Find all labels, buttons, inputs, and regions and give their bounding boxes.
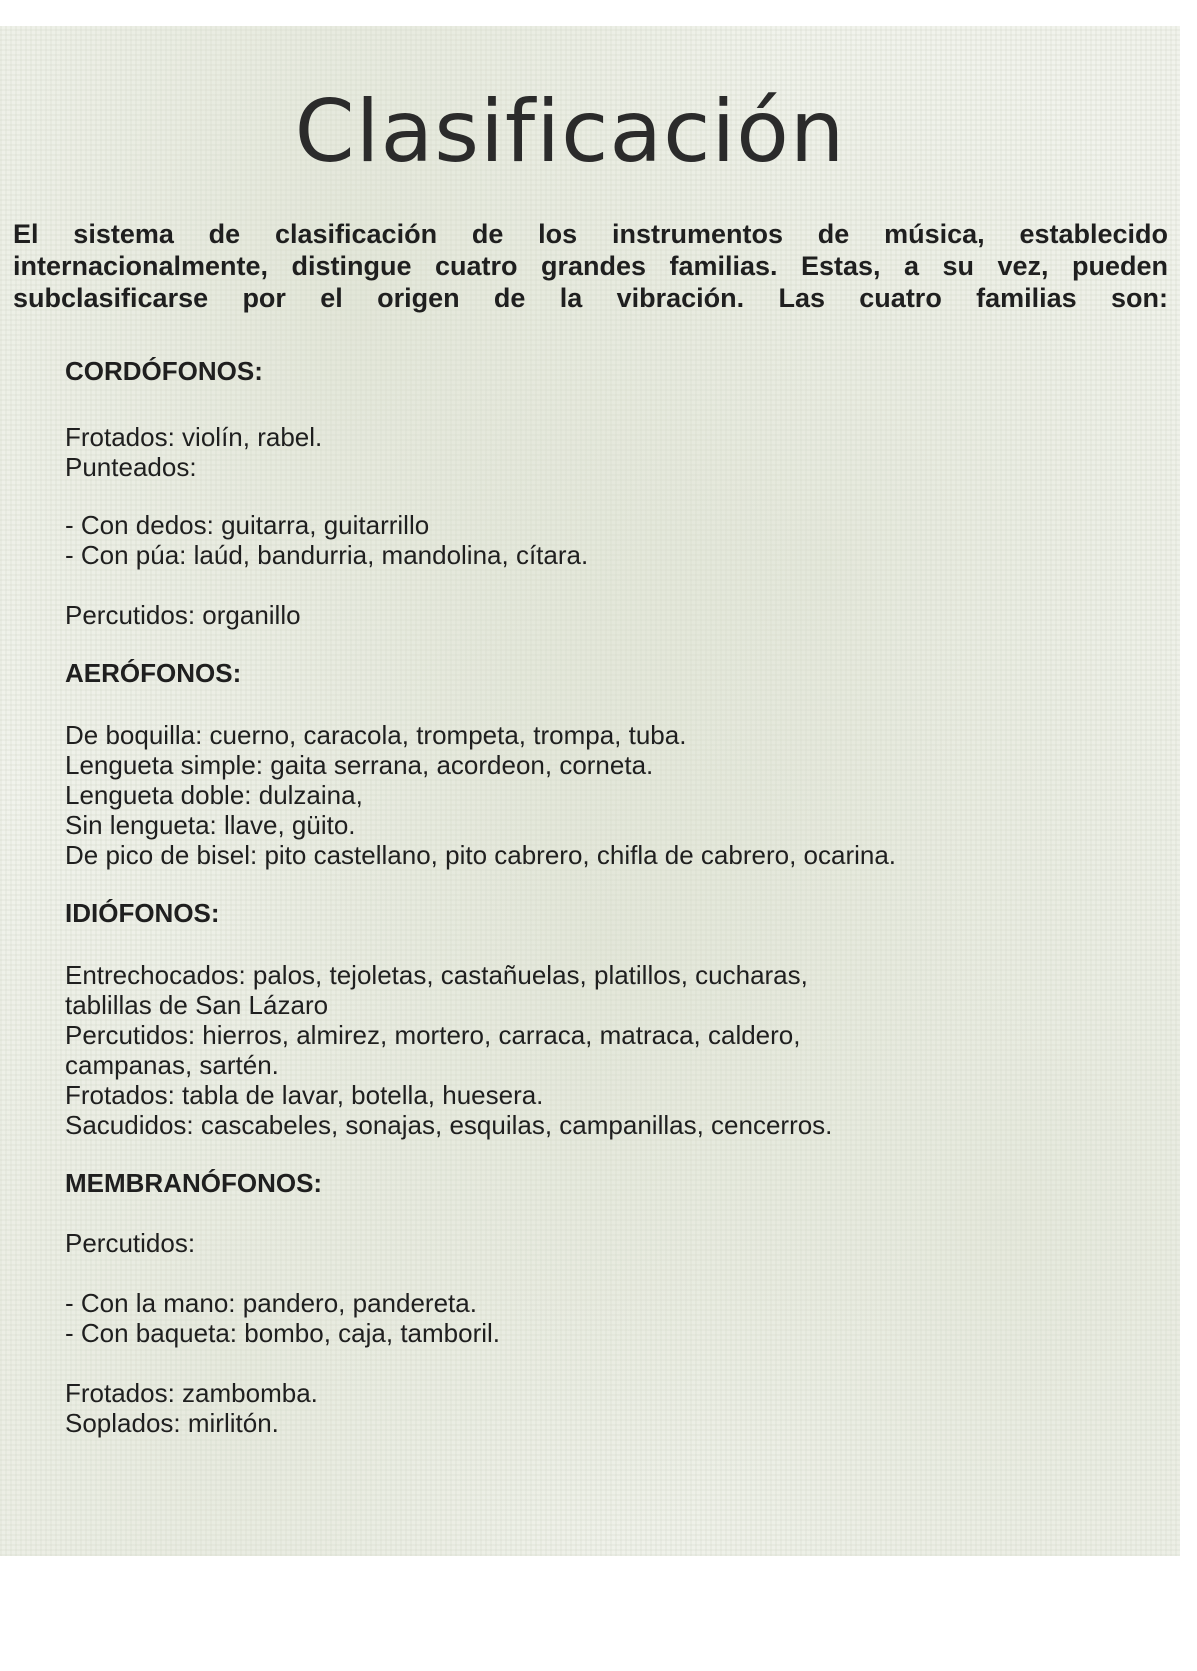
- intro-paragraph: [13, 218, 1168, 314]
- section-heading-idiofonos: IDIÓFONOS:: [65, 898, 220, 928]
- section-line: Entrechocados: palos, tejoletas, castañuelas, platillos, cucharas,: [65, 960, 808, 990]
- page-title: Clasificación: [294, 82, 846, 182]
- intro-line: internacionalmente, distingue cuatro grandes familias. Estas, a su vez, pueden: [13, 251, 1168, 281]
- section-line: Frotados: violín, rabel.: [65, 422, 323, 452]
- section-line: Percutidos:: [65, 1228, 196, 1258]
- section-line: Lengueta doble: dulzaina,: [65, 780, 363, 810]
- section-line: Percutidos: hierros, almirez, mortero, carraca, matraca, caldero,: [65, 1020, 801, 1050]
- document-page: [0, 26, 1180, 1556]
- section-line: De boquilla: cuerno, caracola, trompeta, trompa, tuba.: [65, 720, 687, 750]
- section-line: Punteados:: [65, 452, 197, 482]
- section-line: - Con baqueta: bombo, caja, tamboril.: [65, 1318, 501, 1348]
- section-line: Sacudidos: cascabeles, sonajas, esquilas, campanillas, cencerros.: [65, 1110, 833, 1140]
- section-line: - Con la mano: pandero, pandereta.: [65, 1288, 477, 1318]
- section-line: - Con dedos: guitarra, guitarrillo: [65, 510, 430, 540]
- section-line: Lengueta simple: gaita serrana, acordeon, corneta.: [65, 750, 654, 780]
- section-line: Frotados: zambomba.: [65, 1378, 318, 1408]
- section-heading-membranofonos: MEMBRANÓFONOS:: [65, 1168, 323, 1198]
- section-line: Sin lengueta: llave, güito.: [65, 810, 356, 840]
- section-line: De pico de bisel: pito castellano, pito cabrero, chifla de cabrero, ocarina.: [65, 840, 897, 870]
- section-line: campanas, sartén.: [65, 1050, 279, 1080]
- section-heading-aerofonos: AERÓFONOS:: [65, 658, 242, 688]
- section-line: Frotados: tabla de lavar, botella, huesera.: [65, 1080, 544, 1110]
- section-line: tablillas de San Lázaro: [65, 990, 329, 1020]
- section-line: - Con púa: laúd, bandurria, mandolina, cítara.: [65, 540, 589, 570]
- section-heading-cordofonos: CORDÓFONOS:: [65, 356, 263, 386]
- section-line: Percutidos: organillo: [65, 600, 301, 630]
- section-line: Soplados: mirlitón.: [65, 1408, 279, 1438]
- intro-line: subclasificarse por el origen de la vibración. Las cuatro familias son:: [13, 283, 1168, 313]
- intro-line: El sistema de clasificación de los instrumentos de música, establecido: [13, 219, 1168, 249]
